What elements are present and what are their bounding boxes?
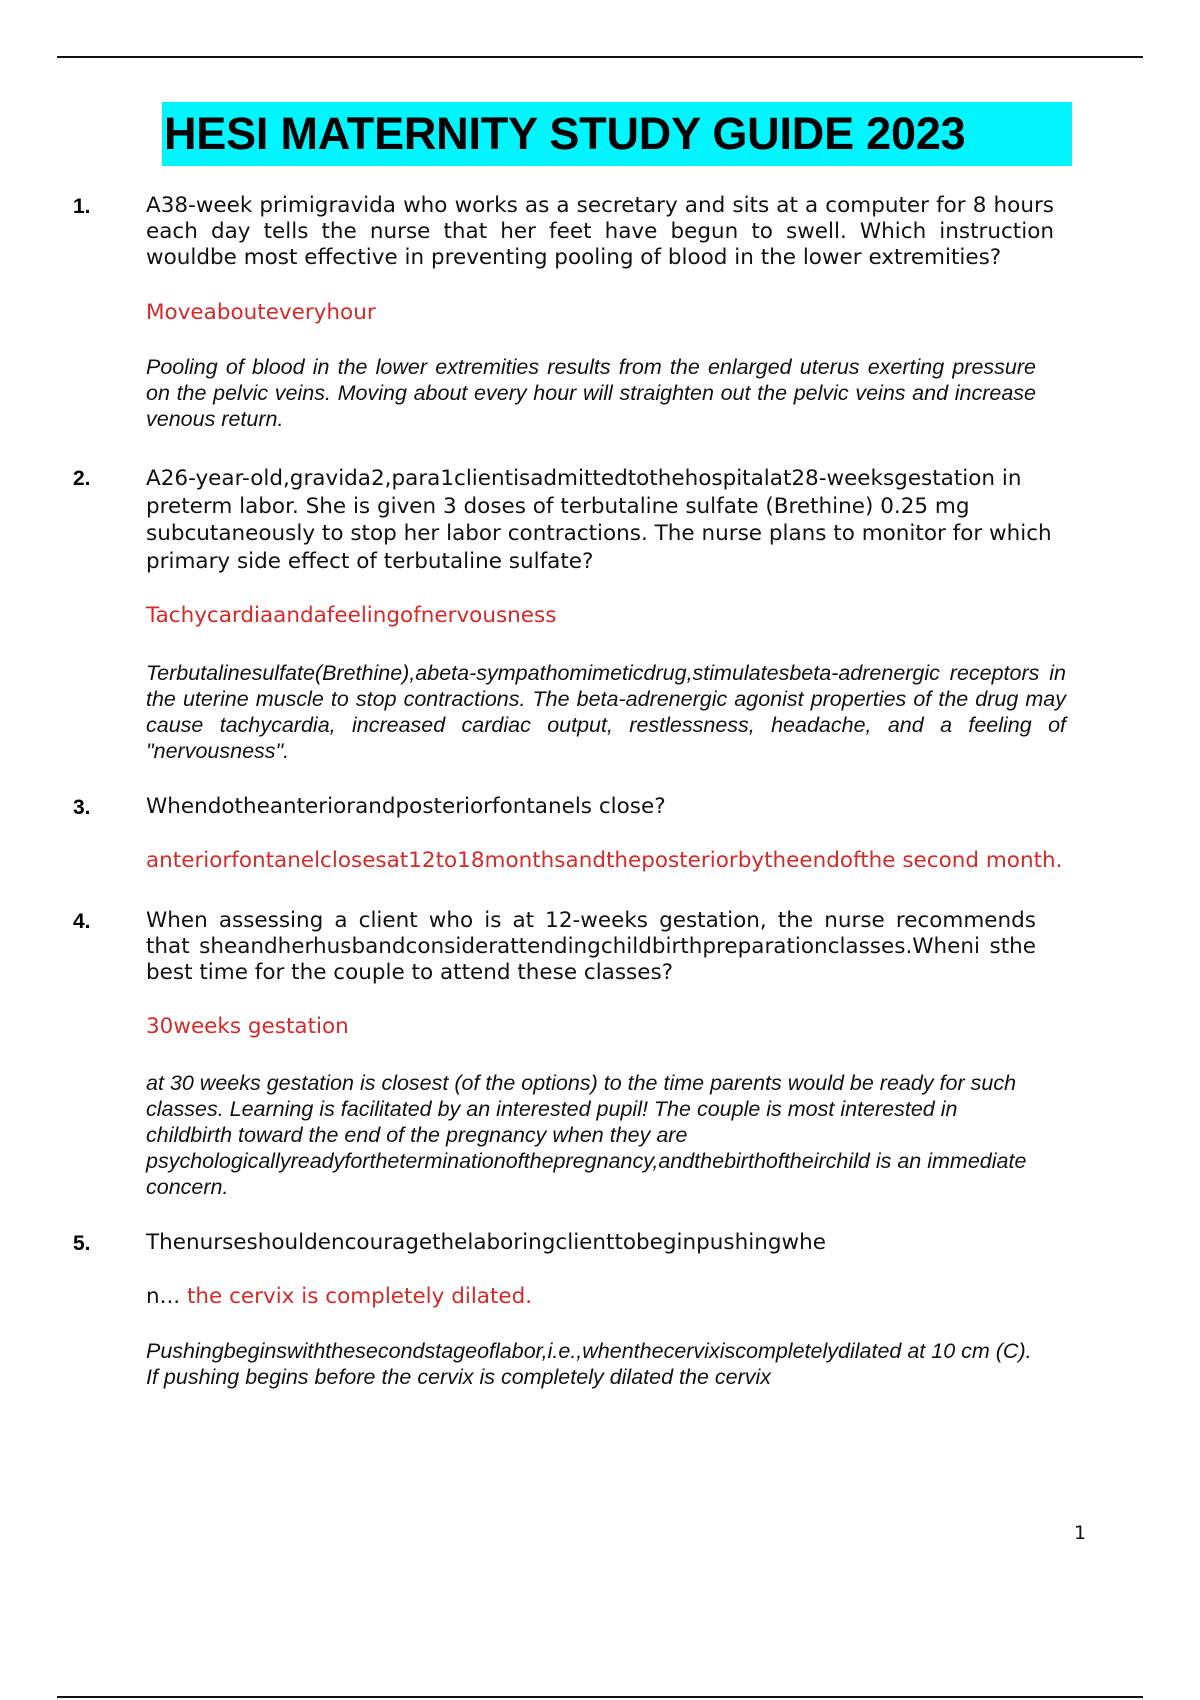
title-highlight	[162, 102, 1072, 166]
answer-text: Tachycardiaandafeelingofnervousness	[146, 603, 557, 628]
question-item-1	[0, 193, 1200, 432]
page-number: 1	[1074, 1522, 1087, 1544]
question-text: Thenurseshouldencouragethelaboringclienttobeginpushingwhe	[146, 1230, 826, 1255]
question-item-5	[0, 1230, 1200, 1390]
question-body	[146, 193, 1054, 432]
answer-text: anteriorfontanelclosesat12to18monthsandtheposteriorbytheendofthe second month.	[146, 848, 1063, 873]
explanation-text: at 30 weeks gestation is closest (of the options) to the time parents would be ready for such classes. Learning is facilitated by an interested pupil! The couple is most interested in childbirth toward the end of the pregnancy when they are psychologicallyreadyfortheterminationofthepregnancy,andthebirthoftheirchild is an immediate concern.	[146, 1071, 1027, 1199]
question-body	[146, 1230, 1054, 1390]
explanation-text: Pooling of blood in the lower extremities results from the enlarged uterus exerting pressure on the pelvic veins. Moving about every hour will straighten out the pelvic veins and increase venous return.	[146, 355, 1036, 431]
bottom-rule	[57, 1696, 1143, 1698]
answer-text: the cervix is completely dilated.	[186, 1284, 533, 1309]
question-body	[146, 794, 1063, 874]
answer-line	[146, 1284, 1054, 1310]
question-text: Whendotheanteriorandposteriorfontanels close?	[146, 794, 666, 819]
question-number: 2.	[73, 467, 91, 490]
question-text: A38-week primigravida who works as a secretary and sits at a computer for 8 hours each day tells the nurse that her feet have begun to swell. Which instruction wouldbe most effective in preventing pooling of blood in the lower extremities?	[146, 193, 1054, 270]
question-item-3	[0, 794, 1200, 874]
question-number: 1.	[73, 195, 91, 218]
question-list	[0, 193, 1200, 1390]
question-number: 4.	[73, 910, 91, 933]
question-item-2	[0, 465, 1200, 764]
question-item-4	[0, 908, 1200, 1200]
question-text: When assessing a client who is at 12-weeks gestation, the nurse recommends that sheandherhusbandconsiderattendingchildbirthpreparationclasses.Wheni sthe best time for the couple to attend these classes?	[146, 908, 1036, 985]
answer-prefix: n...	[146, 1284, 181, 1309]
question-body	[146, 908, 1054, 1200]
answer-text: Moveabouteveryhour	[146, 300, 376, 325]
explanation-text: Pushingbeginswiththesecondstageoflabor,i.e.,whenthecervixiscompletelydilated at 10 cm (C). If pushing begins before the cervix is completely dilated the cervix	[146, 1339, 1032, 1389]
top-rule	[57, 56, 1143, 58]
question-text: A26-year-old,gravida2,para1clientisadmittedtothehospitalat28-weeksgestation in preterm labor. She is given 3 doses of terbutaline sulfate (Brethine) 0.25 mg subcutaneously to stop her labor contractions. The nurse plans to monitor for which primary side effect of terbutaline sulfate?	[146, 466, 1052, 574]
question-number: 5.	[73, 1232, 91, 1255]
document-title: HESI MATERNITY STUDY GUIDE 2023	[164, 108, 966, 159]
explanation-text: Terbutalinesulfate(Brethine),abeta-sympathomimeticdrug,stimulatesbeta-adrenergic receptors in the uterine muscle to stop contractions. The beta-adrenergic agonist properties of the drug may cause tachycardia, increased cardiac output, restlessness, headache, and a feeling of "nervousness".	[146, 661, 1066, 763]
question-body	[146, 465, 1066, 764]
question-number: 3.	[73, 796, 91, 819]
answer-text: 30weeks gestation	[146, 1014, 349, 1039]
